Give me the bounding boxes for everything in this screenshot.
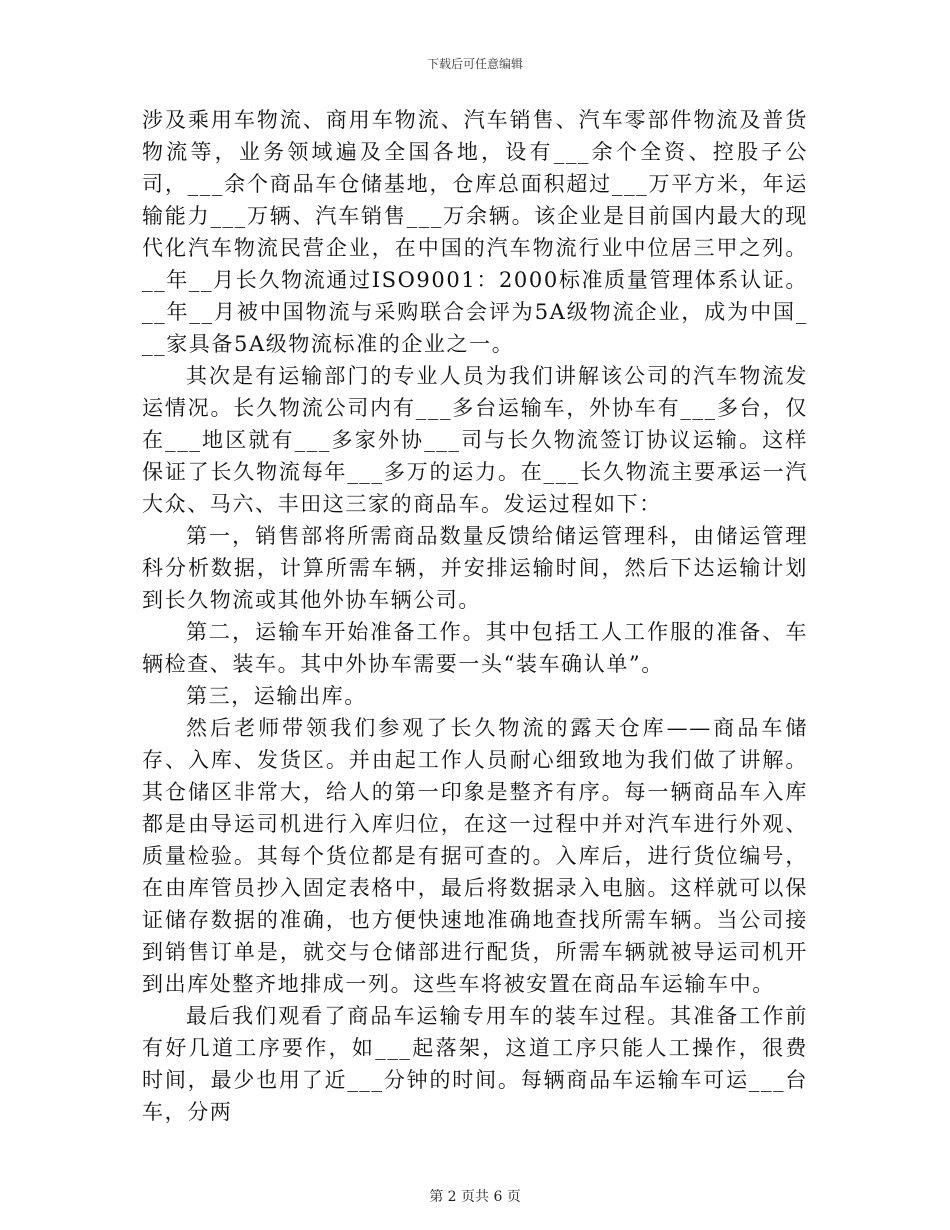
paragraph-5: 第三，运输出库。 xyxy=(186,684,367,708)
paragraph-2: 其次是有运输部门的专业人员为我们讲解该公司的汽车物流发运情况。长久物流公司内有___多台运输车，外协车有___多台，仅在___地区就有___多家外协___司与长久物流签订协议运输。这样保证了长久物流每年___多万的运力。在___长久物流主要承运一汽大众、马六、丰田这三家的商品车。发运过程如下： xyxy=(142,364,808,516)
page-header: 下载后可任意编辑 xyxy=(426,57,523,71)
page-footer: 第 2 页共 6 页 xyxy=(429,1189,521,1205)
paragraph-7: 最后我们观看了商品车运输专用车的装车过程。其准备工作前有好几道工序要作，如___起落架，这道工序只能人工操作，很费时间，最少也用了近___分钟的时间。每辆商品车运输车可运___台车，分两 xyxy=(142,1004,808,1124)
document-body xyxy=(142,104,808,1128)
paragraph-1: 涉及乘用车物流、商用车物流、汽车销售、汽车零部件物流及普货物流等，业务领域遍及全国各地，设有___余个全资、控股子公司，___余个商品车仓储基地，仓库总面积超过___万平方米，年运输能力___万辆、汽车销售___万余辆。该企业是目前国内最大的现代化汽车物流民营企业，在中国的汽车物流行业中位居三甲之列。__年__月长久物流通过ISO9001：2000标准质量管理体系认证。__年__月被中国物流与采购联合会评为5A级物流企业，成为中国___家具备5A级物流标准的企业之一。 xyxy=(142,108,808,356)
paragraph-6: 然后老师带领我们参观了长久物流的露天仓库——商品车储存、入库、发货区。并由起工作人员耐心细致地为我们做了讲解。其仓储区非常大，给人的第一印象是整齐有序。每一辆商品车入库都是由导运司机进行入库归位，在这一过程中并对汽车进行外观、质量检验。其每个货位都是有据可查的。入库后，进行货位编号，在由库管员抄入固定表格中，最后将数据录入电脑。这样就可以保证储存数据的准确，也方便快速地准确地查找所需车辆。当公司接到销售订单是，就交与仓储部进行配货，所需车辆就被导运司机开到出库处整齐地排成一列。这些车将被安置在商品车运输车中。 xyxy=(142,716,808,996)
paragraph-3: 第一，销售部将所需商品数量反馈给储运管理科，由储运管理科分析数据，计算所需车辆，并安排运输时间，然后下达运输计划到长久物流或其他外协车辆公司。 xyxy=(142,524,808,612)
paragraph-4: 第二，运输车开始准备工作。其中包括工人工作服的准备、车辆检查、装车。其中外协车需要一头“装车确认单”。 xyxy=(142,620,808,676)
